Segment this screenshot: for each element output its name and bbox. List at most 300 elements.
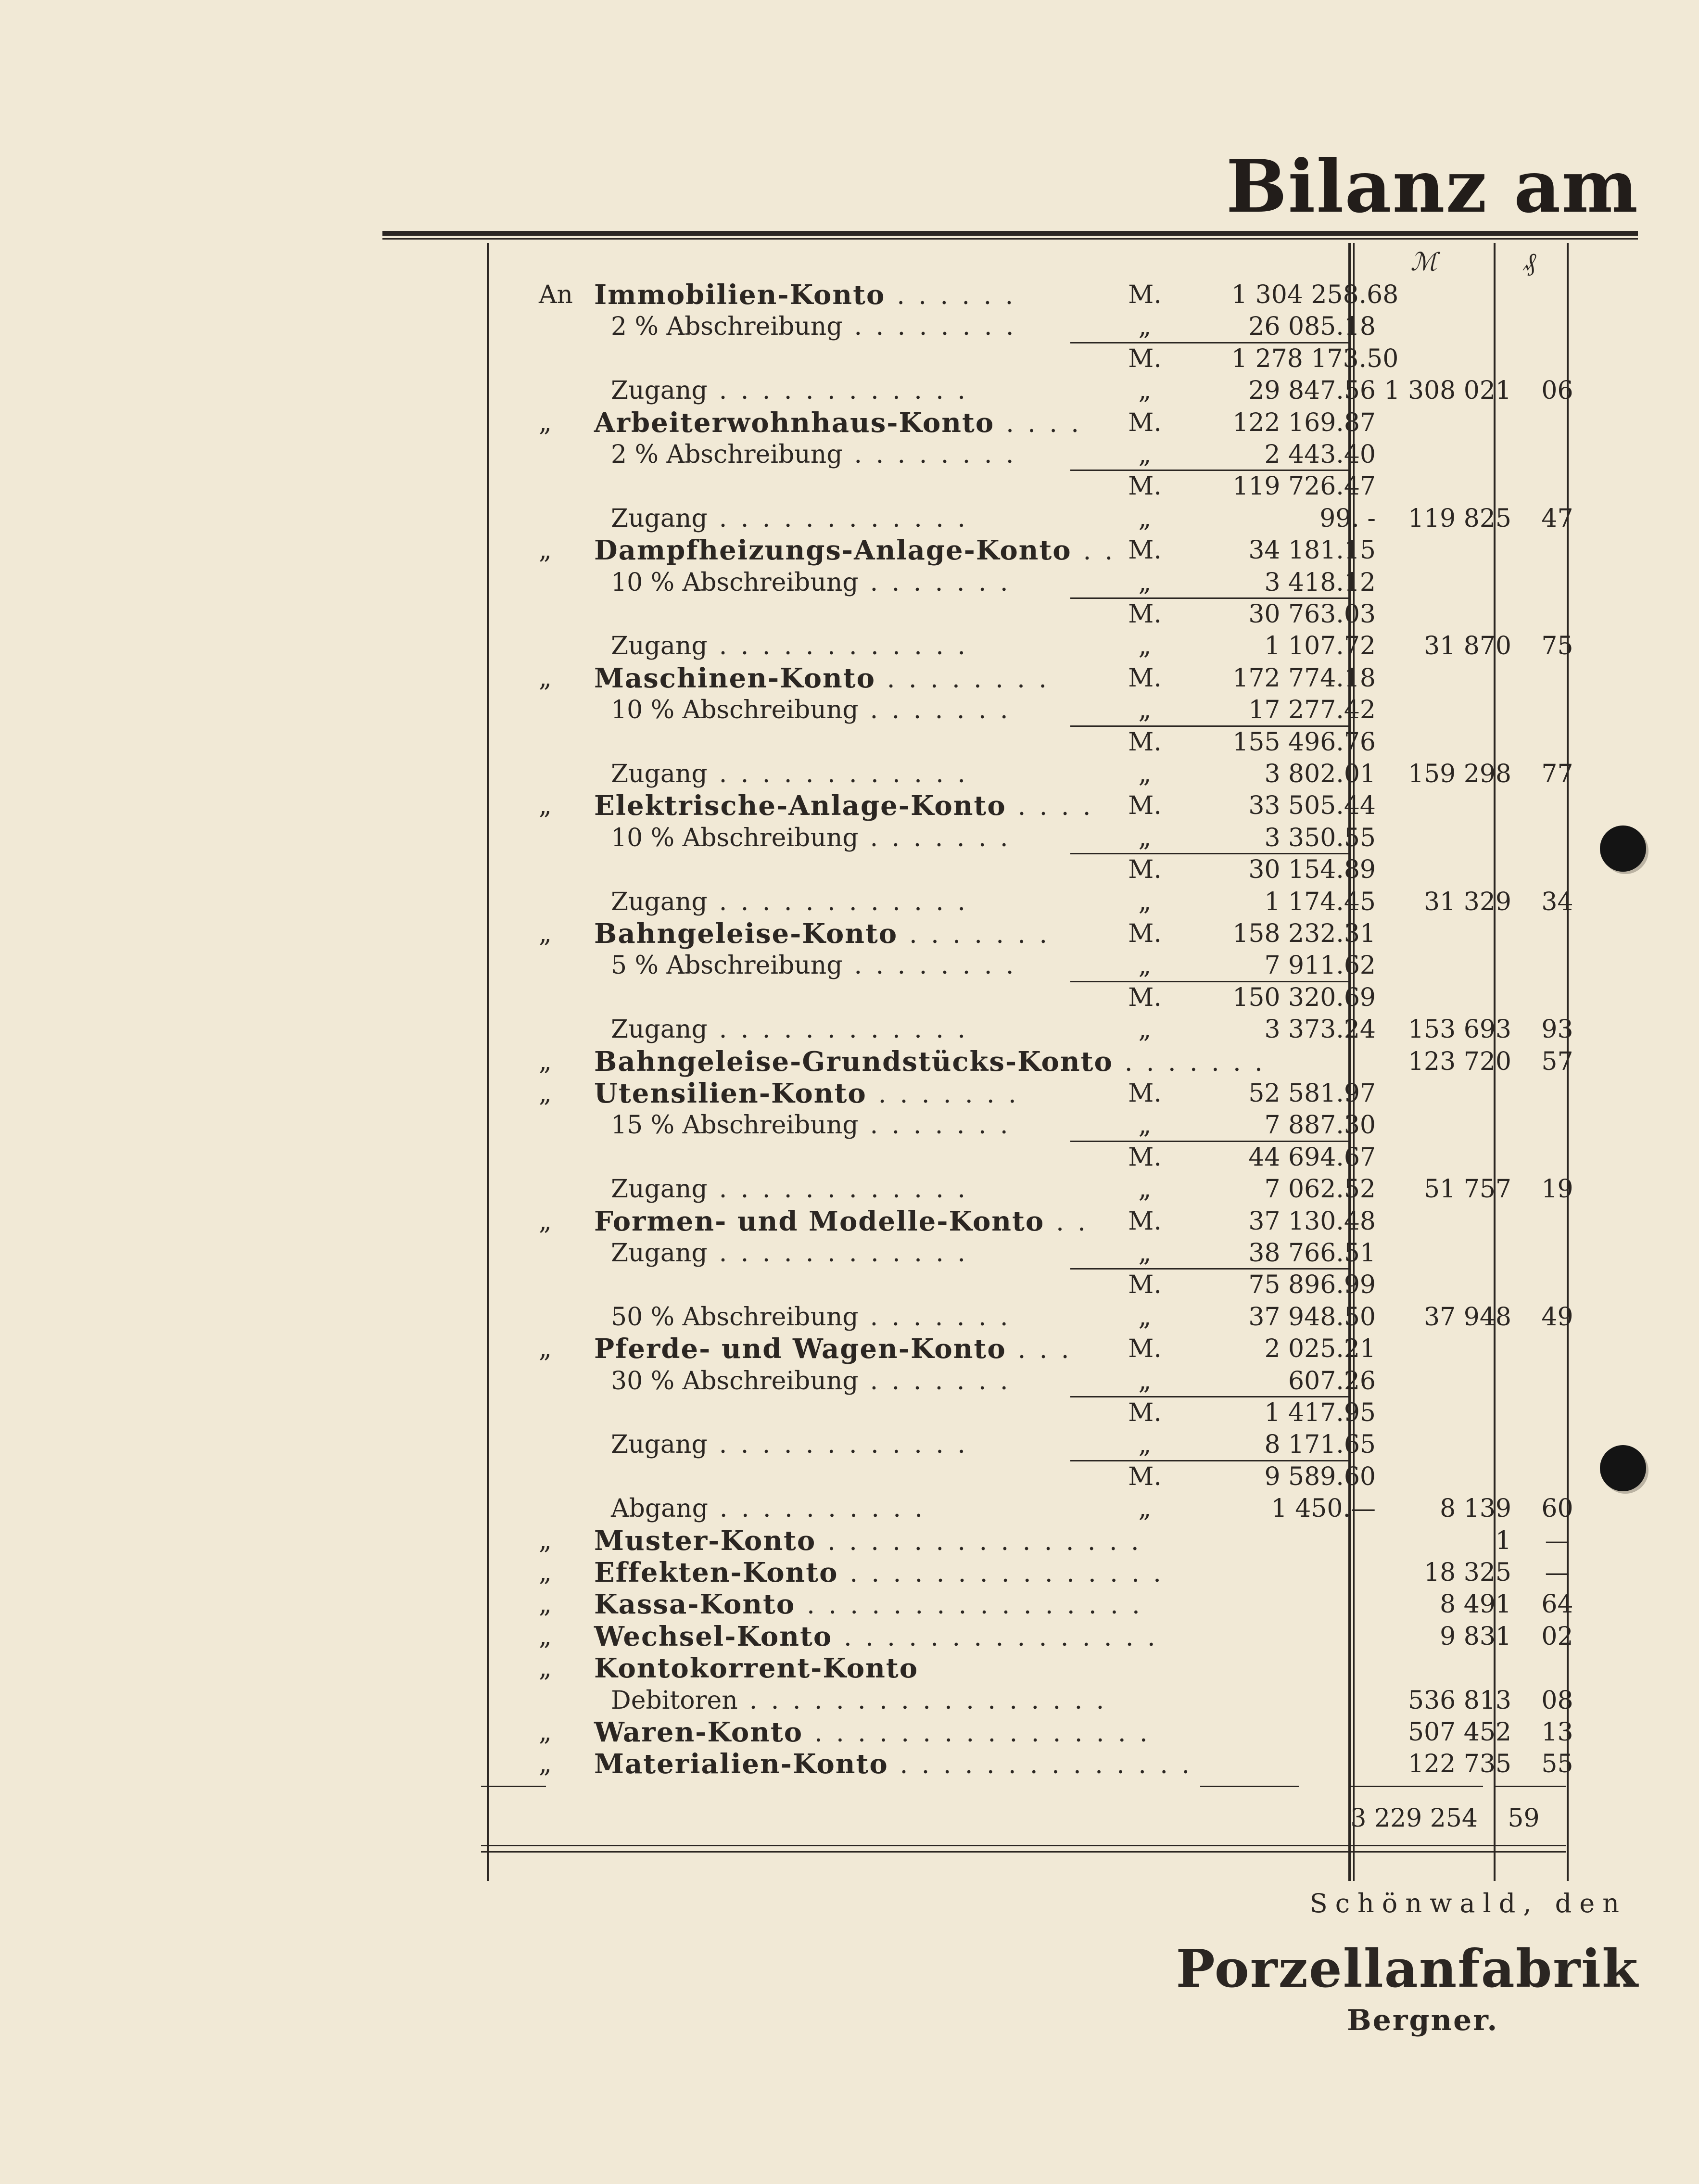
ledger-row <box>539 470 1554 502</box>
amount: 52 581.97 <box>1248 1079 1376 1108</box>
account-name: Wechsel-Konto <box>594 1620 833 1652</box>
ledger-row <box>539 694 1554 726</box>
ledger-row <box>539 1620 1573 1652</box>
label-wrap <box>611 567 1011 598</box>
leader-dots: . . . . . . . <box>870 823 1011 852</box>
total-mark: 3 229 254 <box>1350 1804 1478 1833</box>
ledger-row <box>539 662 1554 694</box>
leader-dots: . . . . . . . . . . . . <box>719 376 968 406</box>
label-wrap <box>611 1109 1011 1141</box>
leader-dots: . . . . . . . . . . . . <box>719 1175 968 1204</box>
leader-dots: . . . . <box>1006 409 1082 438</box>
entry-label: 2 % Abschreibung <box>611 312 843 342</box>
leader-dots: . . . . . . . <box>878 1080 1019 1109</box>
ledger-row <box>539 1524 1570 1557</box>
amount: 150 320.69 <box>1232 983 1376 1012</box>
row-prefix: „ <box>539 1334 552 1364</box>
company-name: Porzellanfabrik <box>1176 1939 1639 1999</box>
pf-value: 34 <box>1541 887 1573 916</box>
sum-rule-left <box>481 1786 546 1787</box>
amount: 8 171.65 <box>1264 1430 1376 1460</box>
account-name: Formen- und Modelle-Konto <box>594 1205 1045 1237</box>
ledger-row <box>539 407 1554 439</box>
leader-dots: . . . . . . . . . . . . . . . <box>844 1623 1158 1652</box>
amount: 99. - <box>1319 504 1376 533</box>
header-rule-thin <box>382 238 1638 240</box>
ledger-row <box>539 918 1554 950</box>
mark-value: 507 452 <box>1407 1718 1511 1747</box>
label-wrap <box>594 1588 1143 1621</box>
sum-rule-mid <box>1200 1786 1299 1787</box>
ledger-row <box>539 726 1554 758</box>
ledger-row <box>539 982 1554 1014</box>
pf-value: 49 <box>1541 1302 1573 1332</box>
amount: 30 763.03 <box>1248 600 1376 629</box>
label-wrap <box>611 950 1016 981</box>
ledger-row <box>539 279 1554 311</box>
pf-value: 77 <box>1541 760 1573 788</box>
amount: 1 450.— <box>1271 1494 1376 1524</box>
ledger-row <box>539 375 1573 406</box>
currency-mark: „ <box>1138 1302 1152 1332</box>
leader-dots: . . . . . . . . <box>887 664 1050 694</box>
row-prefix: An <box>539 280 573 309</box>
ledger-row <box>539 1237 1554 1269</box>
row-prefix: „ <box>539 663 552 693</box>
label-wrap <box>594 279 1016 312</box>
amount: 7 887.30 <box>1264 1111 1376 1140</box>
entry-label: 50 % Abschreibung <box>611 1302 859 1332</box>
label-wrap <box>611 1237 968 1269</box>
label-wrap <box>611 1685 1107 1716</box>
label-wrap <box>594 1333 1072 1366</box>
leader-dots: . . . . . . . . . . . . <box>719 887 968 916</box>
leader-dots: . . . . . . . . . . . . . . . . <box>814 1719 1151 1748</box>
label-wrap <box>611 758 968 790</box>
entry-label: 10 % Abschreibung <box>611 568 859 597</box>
leader-dots: . . <box>1056 1207 1089 1237</box>
row-prefix: „ <box>539 1590 552 1619</box>
label-wrap <box>594 1716 1151 1749</box>
amount: 122 169.87 <box>1232 408 1376 437</box>
currency-mark: „ <box>1138 504 1152 533</box>
pf-value: — <box>1545 1526 1570 1555</box>
mark-value: 31 329 <box>1424 887 1511 916</box>
amount: 17 277.42 <box>1248 696 1376 725</box>
leader-dots: . . . . . . . . . . <box>719 1494 926 1524</box>
label-wrap <box>594 1621 1158 1653</box>
amount: 38 766.51 <box>1248 1239 1376 1268</box>
ledger-row <box>539 598 1554 630</box>
row-prefix: „ <box>539 408 552 437</box>
double-rule-2 <box>481 1851 1566 1853</box>
ledger-row <box>539 439 1554 470</box>
ledger-row <box>539 822 1554 854</box>
leader-dots: . . . . . . . <box>909 920 1051 949</box>
currency-mark: „ <box>1138 887 1152 916</box>
ledger-row <box>539 534 1554 566</box>
entry-label: Debitoren <box>611 1686 738 1715</box>
amount: 7 062.52 <box>1264 1175 1376 1204</box>
currency-mark: „ <box>1138 1494 1152 1524</box>
leader-dots: . . . . . . . . . . . . <box>719 1239 968 1268</box>
currency-mark: „ <box>1138 440 1152 469</box>
entry-label: Abgang <box>611 1494 708 1524</box>
total-row <box>505 1802 1554 1835</box>
amount: 158 232.31 <box>1232 919 1376 948</box>
currency-mark: M. <box>1128 1462 1162 1491</box>
label-wrap <box>611 694 1011 726</box>
label-wrap <box>611 503 968 534</box>
ledger-row <box>539 1301 1573 1333</box>
label-wrap <box>611 822 1011 854</box>
entry-label: Zugang <box>611 1239 708 1268</box>
leader-dots: . . . . <box>1017 792 1094 822</box>
mark-value: 1 308 021 <box>1384 376 1511 406</box>
ledger-row <box>539 567 1554 598</box>
account-name: Utensilien-Konto <box>594 1078 867 1109</box>
total-pf: 59 <box>1508 1804 1540 1833</box>
sum-rule-pf <box>1494 1786 1566 1787</box>
pf-value: 47 <box>1541 504 1573 533</box>
mark-value: 51 757 <box>1424 1175 1511 1204</box>
label-wrap <box>594 1078 1019 1110</box>
ledger-row <box>539 1748 1573 1780</box>
currency-mark: M. <box>1128 1079 1162 1108</box>
entry-label: Zugang <box>611 376 708 406</box>
row-prefix: „ <box>539 791 552 821</box>
currency-mark: „ <box>1138 312 1152 342</box>
entry-label: 2 % Abschreibung <box>611 440 843 469</box>
ledger-row <box>539 1557 1570 1588</box>
currency-mark: „ <box>1138 696 1152 725</box>
account-name: Muster-Konto <box>594 1524 816 1557</box>
currency-mark: M. <box>1128 1206 1162 1236</box>
pf-value: 08 <box>1541 1686 1573 1715</box>
mark-value: 153 693 <box>1407 1015 1511 1044</box>
ledger-row <box>539 790 1554 822</box>
amount: 3 373.24 <box>1264 1015 1376 1044</box>
currency-mark: „ <box>1138 632 1152 661</box>
place-date-line: Schönwald, den <box>1309 1888 1627 1918</box>
currency-mark: „ <box>1138 568 1152 597</box>
account-name: Waren-Konto <box>594 1716 803 1748</box>
leader-dots: . . . . . . . . . . . . . . . . . <box>749 1686 1107 1715</box>
ledger-row <box>539 1685 1573 1716</box>
currency-mark: M. <box>1128 855 1162 885</box>
leader-dots: . . . . . . . . . . . . <box>719 1015 968 1044</box>
double-rule-1 <box>481 1845 1566 1846</box>
ledger-row <box>539 1109 1554 1141</box>
ledger-row <box>539 1269 1554 1301</box>
mark-value: 9 831 <box>1440 1622 1511 1651</box>
amount: 7 911.62 <box>1264 951 1376 980</box>
leader-dots: . . . . . . . <box>870 568 1011 597</box>
label-wrap <box>611 1429 968 1460</box>
label-wrap <box>594 918 1050 951</box>
entry-label: 10 % Abschreibung <box>611 696 859 725</box>
amount: 3 802.01 <box>1264 760 1376 788</box>
account-name: Bahngeleise-Konto <box>594 918 898 950</box>
page-title: Bilanz am <box>1226 144 1639 229</box>
currency-mark: M. <box>1128 1334 1162 1364</box>
currency-mark: M. <box>1128 791 1162 821</box>
pf-value: 93 <box>1541 1015 1573 1044</box>
ledger-row <box>539 1588 1573 1621</box>
leader-dots: . . <box>1083 537 1116 566</box>
row-prefix: „ <box>539 1654 552 1683</box>
amount: 1 278 173.50 <box>1231 344 1399 373</box>
sum-rule-mark <box>1348 1786 1483 1787</box>
mark-value: 159 298 <box>1407 760 1511 788</box>
entry-label: 10 % Abschreibung <box>611 823 859 852</box>
account-name: Maschinen-Konto <box>594 662 875 694</box>
row-prefix: „ <box>539 1750 552 1779</box>
ledger-row <box>539 1429 1554 1460</box>
punch-hole-bottom <box>1600 1445 1646 1491</box>
ledger-row <box>539 1365 1554 1397</box>
ledger-row <box>539 1173 1573 1205</box>
currency-mark: „ <box>1138 823 1152 852</box>
label-wrap <box>611 1365 1011 1397</box>
ledger-row <box>539 630 1573 662</box>
label-wrap <box>594 1206 1089 1238</box>
label-wrap <box>611 1301 1011 1333</box>
ledger-row <box>539 1461 1554 1493</box>
label-wrap <box>594 534 1116 567</box>
amount: 44 694.67 <box>1248 1143 1376 1172</box>
leader-dots: . . . . . . . . . . . . <box>719 632 968 661</box>
ledger-row <box>539 1652 1554 1684</box>
currency-mark: M. <box>1128 600 1162 629</box>
currency-mark: „ <box>1138 1239 1152 1268</box>
account-name: Materialien-Konto <box>594 1748 888 1780</box>
leader-dots: . . . <box>1017 1335 1072 1365</box>
currency-mark: „ <box>1138 1430 1152 1460</box>
currency-mark: M. <box>1128 536 1162 565</box>
amount: 172 774.18 <box>1232 663 1376 693</box>
amount: 3 418.12 <box>1264 568 1376 597</box>
ledger-row <box>539 758 1573 790</box>
currency-mark: M. <box>1128 1270 1162 1300</box>
label-wrap <box>611 375 968 406</box>
entry-label: Zugang <box>611 1015 708 1044</box>
currency-mark: M. <box>1128 344 1162 373</box>
account-name: Pferde- und Wagen-Konto <box>594 1333 1006 1365</box>
ledger-row <box>539 1142 1554 1173</box>
pf-value: 19 <box>1541 1175 1573 1204</box>
account-name: Effekten-Konto <box>594 1557 838 1588</box>
ledger-row <box>539 1078 1554 1109</box>
amount: 75 896.99 <box>1248 1270 1376 1300</box>
account-name: Dampfheizungs-Anlage-Konto <box>594 534 1072 567</box>
mark-value: 123 720 <box>1407 1047 1511 1076</box>
amount: 1 304 258.68 <box>1231 280 1399 309</box>
entry-label: Zugang <box>611 760 708 788</box>
amount: 119 726.47 <box>1232 472 1376 501</box>
pf-value: 64 <box>1541 1590 1573 1619</box>
owner-name: Bergner. <box>1347 2004 1499 2037</box>
amount: 9 589.60 <box>1264 1462 1376 1491</box>
account-name: Immobilien-Konto <box>594 279 886 311</box>
pf-value: 60 <box>1541 1494 1573 1524</box>
amount: 3 350.55 <box>1264 823 1376 852</box>
mark-value: 8 491 <box>1440 1590 1511 1619</box>
leader-dots: . . . . . . . . . . . . . . . . <box>807 1591 1143 1620</box>
currency-mark: „ <box>1138 951 1152 980</box>
entry-label: Zugang <box>611 632 708 661</box>
ledger-row <box>539 1014 1573 1045</box>
amount: 37 130.48 <box>1248 1206 1376 1236</box>
currency-mark: M. <box>1128 408 1162 437</box>
currency-mark: „ <box>1138 1015 1152 1044</box>
entry-label: 30 % Abschreibung <box>611 1366 859 1396</box>
account-name: Kontokorrent-Konto <box>594 1652 919 1685</box>
row-prefix: „ <box>539 1558 552 1587</box>
label-wrap <box>594 1557 1164 1589</box>
label-wrap <box>594 1748 1192 1781</box>
row-prefix: „ <box>539 1526 552 1555</box>
account-name: Arbeiterwohnhaus-Konto <box>594 406 995 439</box>
leader-dots: . . . . . . . <box>870 696 1011 725</box>
mark-value: 536 813 <box>1407 1686 1511 1715</box>
label-wrap <box>611 1493 926 1524</box>
amount: 1 417.95 <box>1264 1398 1376 1427</box>
ledger-row <box>539 886 1573 918</box>
mark-value: 8 139 <box>1440 1494 1511 1524</box>
punch-hole-top <box>1600 825 1646 872</box>
label-wrap <box>594 662 1050 695</box>
entry-label: Zugang <box>611 887 708 916</box>
currency-mark: M. <box>1128 1398 1162 1427</box>
row-prefix: „ <box>539 1206 552 1236</box>
mark-value: 122 735 <box>1407 1750 1511 1779</box>
ledger-row <box>539 1716 1573 1748</box>
amount: 607.26 <box>1288 1366 1376 1396</box>
leader-dots: . . . . . . . . . . . . <box>719 760 968 788</box>
leader-dots: . . . . . . . <box>870 1302 1011 1332</box>
pf-value: 06 <box>1541 376 1573 406</box>
currency-mark: M. <box>1128 983 1162 1012</box>
entry-label: 5 % Abschreibung <box>611 951 843 980</box>
currency-mark: M. <box>1128 472 1162 501</box>
leader-dots: . . . . . . . . <box>854 440 1017 469</box>
leader-dots: . . . . . . . . <box>854 951 1017 980</box>
account-name: Bahngeleise-Grundstücks-Konto <box>594 1045 1113 1078</box>
mark-value: 18 325 <box>1424 1558 1511 1587</box>
currency-mark: M. <box>1128 727 1162 757</box>
amount: 2 025.21 <box>1264 1334 1376 1364</box>
amount: 26 085.18 <box>1248 312 1376 342</box>
pf-column-header: ₰ <box>1523 248 1536 277</box>
entry-label: 15 % Abschreibung <box>611 1111 859 1140</box>
leader-dots: . . . . . . <box>897 281 1016 310</box>
currency-mark: M. <box>1128 663 1162 693</box>
leader-dots: . . . . . . . . . . . . . . . <box>850 1559 1164 1588</box>
account-name: Elektrische-Anlage-Konto <box>594 790 1006 822</box>
pf-value: 57 <box>1541 1047 1573 1076</box>
leader-dots: . . . . . . . . . . . . . . . <box>827 1527 1142 1556</box>
row-prefix: „ <box>539 1622 552 1651</box>
currency-mark: „ <box>1138 1111 1152 1140</box>
label-wrap <box>594 1046 1266 1079</box>
left-margin-line <box>487 243 489 1881</box>
row-prefix: „ <box>539 919 552 948</box>
amount: 30 154.89 <box>1248 855 1376 885</box>
amount: 1 174.45 <box>1264 887 1376 916</box>
row-prefix: „ <box>539 1079 552 1108</box>
pf-value: 55 <box>1541 1750 1573 1779</box>
row-prefix: „ <box>539 536 552 565</box>
currency-mark: M. <box>1128 280 1162 309</box>
ledger-row <box>539 950 1554 981</box>
amount: 37 948.50 <box>1248 1302 1376 1332</box>
ledger-row <box>539 1397 1554 1429</box>
amount: 155 496.76 <box>1232 727 1376 757</box>
ledger-row <box>539 311 1554 343</box>
amount: 34 181.15 <box>1248 536 1376 565</box>
label-wrap <box>611 311 1016 343</box>
entry-label: Zugang <box>611 1430 708 1460</box>
currency-mark: M. <box>1128 919 1162 948</box>
amount: 33 505.44 <box>1248 791 1376 821</box>
entry-label: Zugang <box>611 1175 708 1204</box>
label-wrap <box>594 407 1082 440</box>
leader-dots: . . . . . . . . . . . . . . <box>900 1751 1192 1780</box>
ledger-row <box>539 503 1573 534</box>
row-prefix: „ <box>539 1047 552 1076</box>
leader-dots: . . . . . . . . . . . . <box>719 1430 968 1460</box>
entry-label: Zugang <box>611 504 708 533</box>
mark-value: 31 870 <box>1424 632 1511 661</box>
currency-mark: M. <box>1128 1143 1162 1172</box>
label-wrap <box>611 886 968 918</box>
ledger-row <box>539 1206 1554 1237</box>
leader-dots: . . . . . . . <box>870 1366 1011 1396</box>
currency-mark: „ <box>1138 376 1152 406</box>
pf-value: — <box>1545 1558 1570 1587</box>
ledger-row <box>539 1333 1554 1365</box>
label-wrap <box>611 630 968 662</box>
pf-value: 75 <box>1541 632 1573 661</box>
label-wrap <box>611 1173 968 1205</box>
pf-value: 13 <box>1541 1718 1573 1747</box>
label-wrap <box>594 790 1093 823</box>
currency-mark: „ <box>1138 1175 1152 1204</box>
mark-value: 1 <box>1495 1526 1511 1555</box>
row-prefix: „ <box>539 1718 552 1747</box>
ledger-row <box>539 1045 1573 1078</box>
mark-value: 119 825 <box>1407 504 1511 533</box>
label-wrap <box>611 1014 968 1045</box>
currency-mark: „ <box>1138 1366 1152 1396</box>
leader-dots: . . . . . . . <box>1124 1048 1266 1077</box>
ledger-row <box>539 854 1554 886</box>
amount: 29 847.56 <box>1248 376 1376 406</box>
currency-mark: „ <box>1138 760 1152 788</box>
ledger-row <box>539 343 1554 375</box>
mark-value: 37 948 <box>1424 1302 1511 1332</box>
leader-dots: . . . . . . . <box>870 1111 1011 1140</box>
pf-value: 02 <box>1541 1622 1573 1651</box>
amount: 1 107.72 <box>1264 632 1376 661</box>
label-wrap <box>611 439 1016 470</box>
leader-dots: . . . . . . . . . . . . <box>719 504 968 533</box>
leader-dots: . . . . . . . . <box>854 312 1017 342</box>
account-name: Kassa-Konto <box>594 1588 796 1621</box>
label-wrap <box>594 1525 1142 1558</box>
ledger-row <box>539 1493 1573 1524</box>
